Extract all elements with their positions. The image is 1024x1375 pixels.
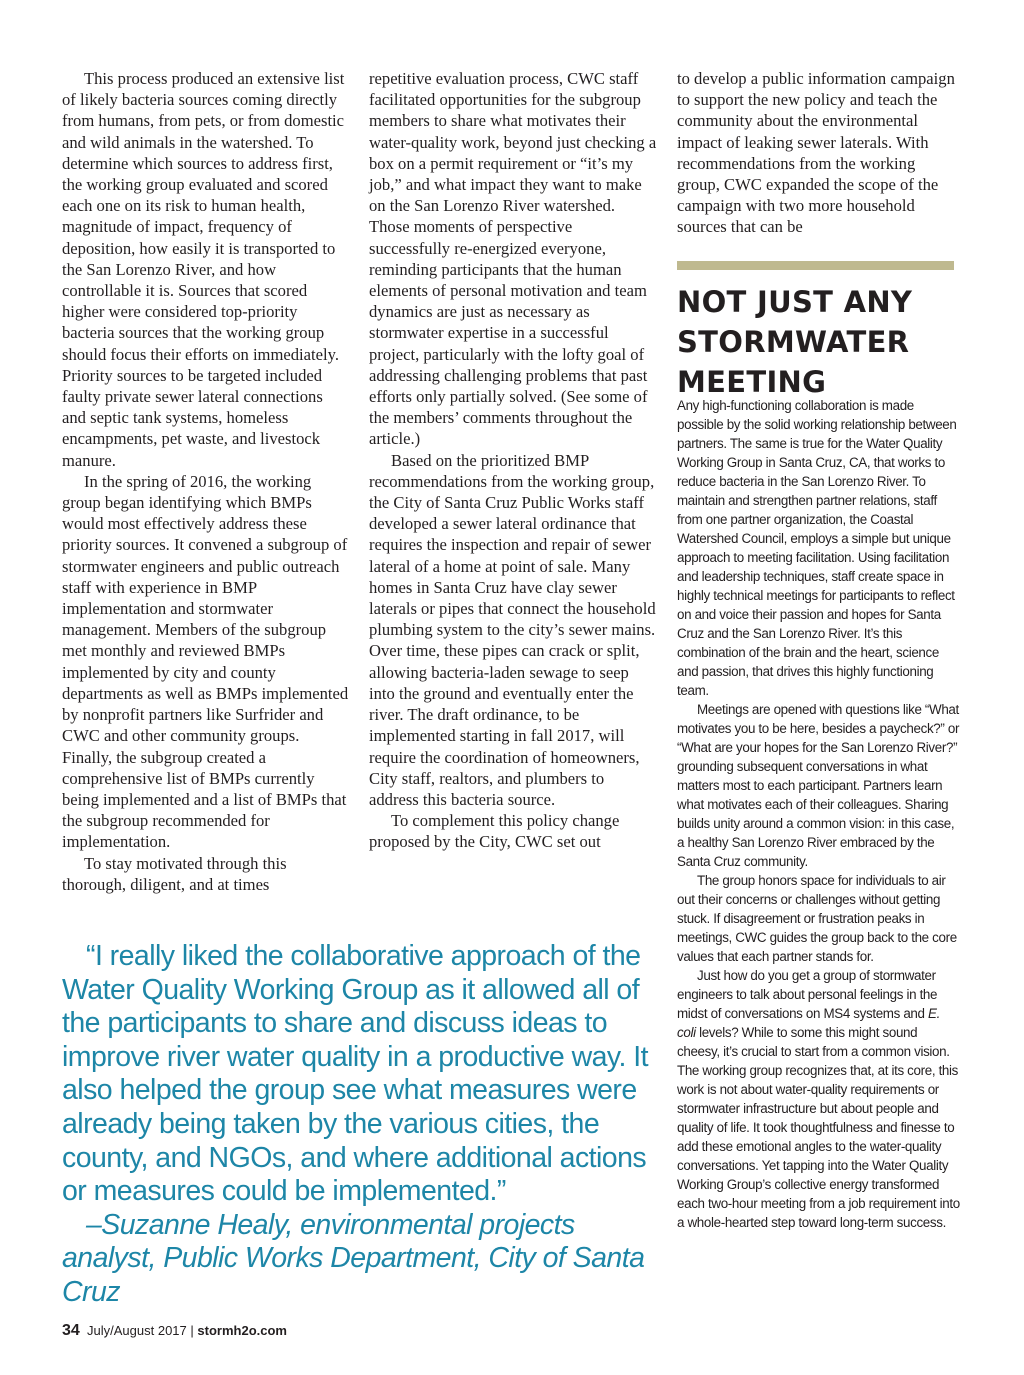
sidebar-paragraph-2: Meetings are opened with questions like “What motivates you to be here, besides a paycheck?” or “What are your hopes for the San Lorenzo River?” grounding subsequent conversations in what matters most to each participant. Partners learn what motivates each of their colleagues. Sharing builds unity around a common vision: in this case, a healthy San Lorenzo River embraced by the Santa Cruz community. [677,702,960,869]
sidebar-divider-rule [677,261,954,270]
sidebar-title-line-3: MEETING [677,365,827,399]
article-column-3 [677,68,961,238]
column2-paragraph-2: Based on the prioritized BMP recommendations from the working group, the City of Santa Cruz Public Works staff developed a sewer lateral ordinance that requires the inspection and repair of sewer lateral of a home at point of sale. Many homes in Santa Cruz have clay sewer laterals or pipes that connect the household plumbing system to the city’s sewer mains. Over time, these pipes can crack or split, allowing bacteria-laden sewage to seep into the ground and eventually enter the river. The draft ordinance, to be implemented starting in fall 2017, will require the coordination of homeowners, City staff, realtors, and plumbers to address this bacteria source. [369,450,656,809]
column1-paragraph-2: In the spring of 2016, the working group began identifying which BMPs would most effectively address these priority sources. It convened a subgroup of stormwater engineers and public outreach staff with experience in BMP implementation and stormwater management. Members of the subgroup met monthly and reviewed BMPs implemented by city and county departments as well as BMPs implemented by nonprofit partners like Surfrider and CWC and other community groups. Finally, the subgroup created a comprehensive list of BMPs currently being implemented and a list of BMPs that the subgroup recommended for implementation. [62,471,349,852]
pull-quote-text: “I really liked the collaborative approach of the Water Quality Working Group as it allowed all of the participants to share and discuss ideas to improve river water quality in a productive way. It also helped the group see what measures were already being taken by the various cities, the county, and NGOs, and where additional actions or measures could be implemented.” [62,940,648,1208]
site-url: stormh2o.com [197,1323,287,1338]
sidebar-paragraph-4-start: Just how do you get a group of stormwater engineers to talk about personal feelings in the midst of conversations on MS4 systems and [677,968,938,1021]
pull-quote [62,940,652,1310]
column1-paragraph-3: To stay motivated through this thorough, diligent, and at times [62,853,287,894]
column2-paragraph-1: repetitive evaluation process, CWC staff facilitated opportunities for the subgroup members to share what motivates their water-quality work, beyond just checking a box on a permit requirement or “it’s my job,” and what impact they want to make on the San Lorenzo River watershed. Those moments of perspective successfully re-energized everyone, reminding participants that the human elements of personal motivation and team dynamics are just as necessary as stormwater expertise in a successful project, particularly with the lofty goal of addressing challenging problems that past efforts only partially solved. (See some of the members’ comments throughout the article.) [369,69,657,449]
issue-date: July/August 2017 [87,1323,187,1338]
sidebar-paragraph-4-end: levels? While to some this might sound cheesy, it’s crucial to start from a common vision. The working group recognizes that, at its core, this work is not about water-quality requirements or stormwater infrastructure but about people and quality of life. It took thoughtfulness and finesse to add these emotional angles to the water-quality conversations. Yet tapping into the Water Quality Working Group’s collective energy transformed each two-hour meeting from a job requirement into a whole-hearted step toward long-term success. [677,1025,960,1230]
sidebar-title-line-2: STORMWATER [677,325,910,359]
page-number: 34 [62,1322,80,1339]
page-footer [62,1322,287,1340]
sidebar-title-line-1: NOT JUST ANY [677,285,913,319]
sidebar-title [677,282,967,402]
sidebar-body [677,396,961,1232]
sidebar-paragraph-1: Any high-functioning collaboration is made possible by the solid working relationship between partners. The same is true for the Water Quality Working Group in Santa Cruz, CA, that works to reduce bacteria in the San Lorenzo River. To maintain and strengthen partner relations, staff from one partner organization, the Coastal Watershed Council, employs a simple but unique approach to meeting facilitation. Using facilitation and leadership techniques, staff create space in highly technical meetings for participants to reflect on and voice their passion and hopes for Santa Cruz and the San Lorenzo River. It’s this combination of the brain and the heart, science and passion, that drives this highly functioning team. [677,398,957,698]
pull-quote-attribution: –Suzanne Healy, environmental projects analyst, Public Works Department, City of Santa Cruz [62,1208,645,1308]
footer-separator: | [190,1323,194,1338]
column3-paragraph-1: to develop a public information campaign to support the new policy and teach the community about the environmental impact of leaking sewer laterals. With recommendations from the working group, CWC expanded the scope of the campaign with two more household sources that can be [677,69,955,237]
column1-paragraph-1: This process produced an extensive list of likely bacteria sources coming directly from humans, from pets, or from domestic and wild animals in the watershed. To determine which sources to address first, the working group evaluated and scored each one on its risk to human health, magnitude of impact, frequency of deposition, how easily it is transported to the San Lorenzo River, and how controllable it is. Sources that scored higher were considered top-priority bacteria sources that the working group should focus their efforts on immediately. Priority sources to be targeted included faulty private sewer lateral connections and septic tank systems, homeless encampments, pet waste, and livestock manure. [62,69,345,470]
article-column-1 [62,68,350,895]
ecoli-italic: E. coli [677,1006,940,1040]
sidebar-paragraph-3: The group honors space for individuals to air out their concerns or challenges without getting stuck. If disagreement or frustration peaks in meetings, CWC guides the group back to the core values that each partner stands for. [677,873,957,964]
sidebar-paragraph-4 [677,966,961,1232]
article-column-2 [369,68,657,853]
column2-paragraph-3: To complement this policy change proposed by the City, CWC set out [369,811,620,852]
